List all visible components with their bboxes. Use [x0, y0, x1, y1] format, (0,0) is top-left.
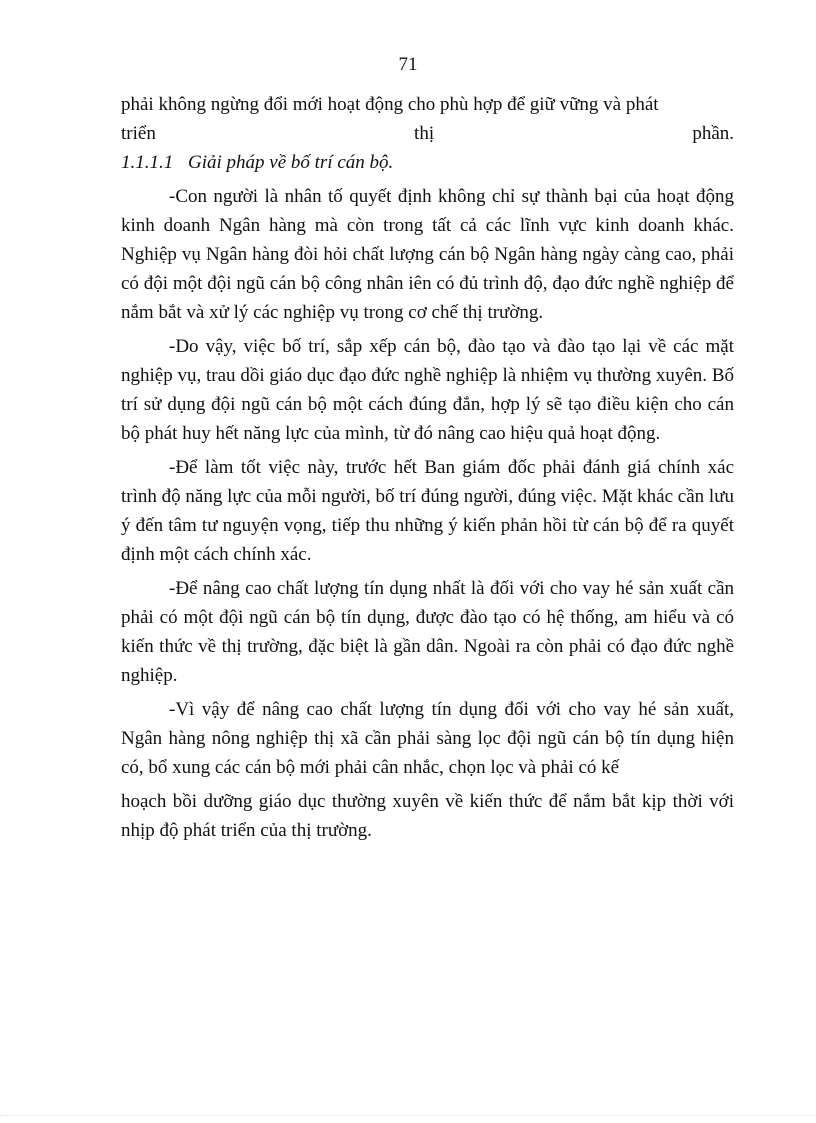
section-heading	[121, 148, 734, 177]
paragraph-5: -Vì vậy để nâng cao chất lượng tín dụng đối với cho vay hé sản xuất, Ngân hàng nông nghiệp thị xã cần phải sàng lọc đội ngũ cán bộ tín dụng hiện có, bổ xung các cán bộ mới phải cân nhắc, chọn lọc và phải có kế	[121, 699, 734, 778]
paragraph-1: -Con người là nhân tố quyết định không chỉ sự thành bại của hoạt động kinh doanh Ngân hàng mà còn trong tất cả các lĩnh vực kinh doanh khác. Nghiệp vụ Ngân hàng đòi hỏi chất lượng cán bộ Ngân hàng ngày càng cao, phải có đội một đội ngũ cán bộ công nhân iên có đủ trình độ, đạo đức nghề nghiệp để nắm bắt và xử lý các nghiệp vụ trong cơ chế thị trường.	[121, 186, 734, 323]
page-number: 71	[398, 54, 418, 75]
document-body	[121, 90, 734, 845]
closing-paragraph: hoạch bồi dưỡng giáo dục thường xuyên về kiến thức để nắm bắt kịp thời với nhịp độ phát triển của thị trường.	[121, 791, 734, 841]
intro-line-1: phải không ngừng đổi mới hoạt động cho phù hợp để giữ vững và phát	[121, 94, 659, 115]
paragraph-3: -Để làm tốt việc này, trước hết Ban giám đốc phải đánh giá chính xác trình độ năng lực của mỗi người, bố trí đúng người, đúng việc. Mặt khác cần lưu ý đến tâm tư nguyện vọng, tiếp thu những ý kiến phản hồi từ cán bộ để ra quyết định một cách chính xác.	[121, 457, 734, 565]
section-title: Giải pháp về bố trí cán bộ.	[188, 152, 394, 173]
intro-line-2: triển thị phần.	[121, 123, 734, 144]
paragraph-4: -Để nâng cao chất lượng tín dụng nhất là đối với cho vay hé sản xuất cần phải có một đội ngũ cán bộ tín dụng, được đào tạo có hệ thống, am hiểu và có kiến thức về thị trường, đặc biệt là gần dân. Ngoài ra còn phải có đạo đức nghề nghiệp.	[121, 578, 734, 686]
page-bottom-rule	[0, 1115, 816, 1116]
paragraph-2: -Do vậy, việc bố trí, sắp xếp cán bộ, đào tạo và đào tạo lại về các mặt nghiệp vụ, trau dồi giáo dục đạo đức nghề nghiệp là nhiệm vụ thường xuyên. Bố trí sử dụng đội ngũ cán bộ một cách đúng đắn, hợp lý sẽ tạo điều kiện cho cán bộ phát huy hết năng lực của mình, từ đó nâng cao hiệu quả hoạt động.	[121, 336, 734, 444]
section-number: 1.1.1.1	[121, 152, 174, 173]
